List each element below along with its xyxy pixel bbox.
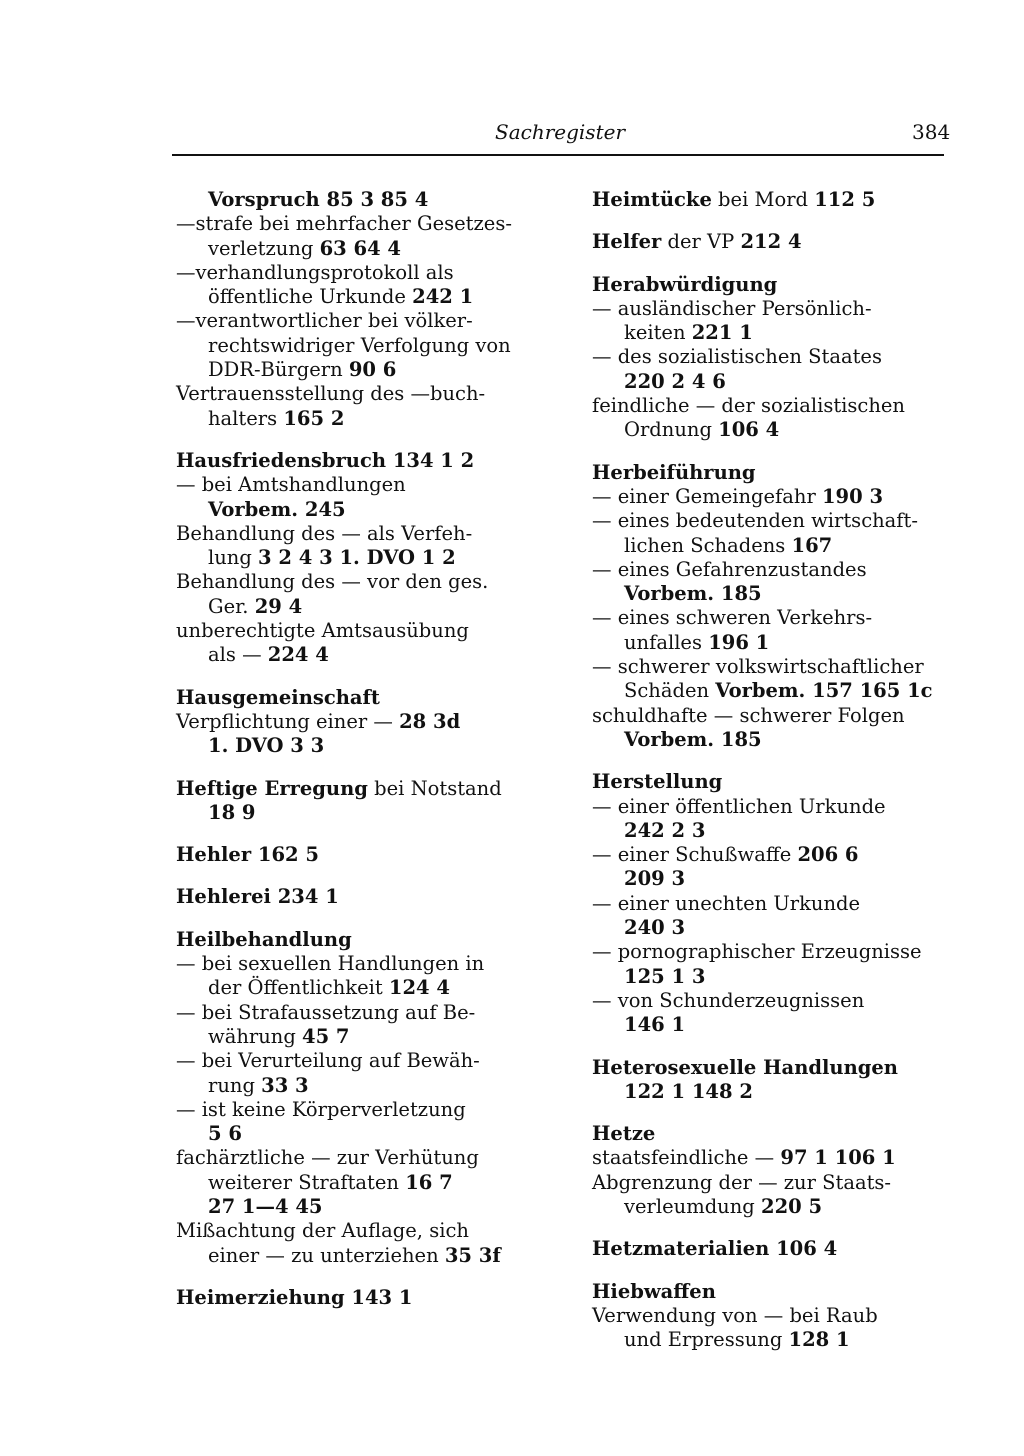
index-line <box>592 230 957 254</box>
index-text: — eines schweren Verkehrs- <box>592 606 873 630</box>
index-reference: 125 1 3 <box>624 964 706 988</box>
index-text: einer — zu unterziehen <box>208 1243 445 1267</box>
index-entry <box>176 449 548 668</box>
index-line <box>176 237 548 261</box>
index-line <box>592 558 957 582</box>
index-reference: Hausfriedensbruch 134 1 2 <box>176 448 475 472</box>
index-reference: 220 5 <box>761 1194 823 1218</box>
index-line <box>592 704 957 728</box>
index-line <box>592 795 957 819</box>
index-text: Schäden <box>624 679 716 703</box>
index-text: — ausländischer Persönlich- <box>592 296 872 320</box>
index-text: als — <box>208 643 268 667</box>
index-reference: 18 9 <box>208 800 256 824</box>
index-line <box>176 885 548 909</box>
index-line <box>176 334 548 358</box>
index-text: Vertrauensstellung des —buch- <box>176 382 486 406</box>
index-line <box>176 928 548 952</box>
index-text: feindliche — der sozialistischen <box>592 394 905 418</box>
index-text: lung <box>208 546 259 570</box>
index-entry <box>176 843 548 867</box>
index-reference: 167 <box>791 533 833 557</box>
index-line <box>592 965 957 989</box>
index-line <box>176 285 548 309</box>
index-reference: Vorbem. 245 <box>208 497 346 521</box>
index-line <box>176 1195 548 1219</box>
index-line <box>592 819 957 843</box>
index-line <box>176 686 548 710</box>
index-line <box>176 570 548 594</box>
index-reference: Heterosexuelle Handlungen <box>592 1055 898 1079</box>
index-line <box>592 273 957 297</box>
index-text: weiterer Straftaten <box>208 1170 406 1194</box>
index-text: währung <box>208 1024 302 1048</box>
index-line <box>176 777 548 801</box>
index-line <box>592 940 957 964</box>
index-text: — einer öffentlichen Urkunde <box>592 794 886 818</box>
index-line <box>592 582 957 606</box>
index-line <box>592 916 957 940</box>
index-text: halters <box>208 406 284 430</box>
index-reference: 212 4 <box>740 230 802 254</box>
index-line <box>592 631 957 655</box>
index-reference: Heimerziehung 143 1 <box>176 1285 413 1309</box>
index-text: Behandlung des — vor den ges. <box>176 570 489 594</box>
index-reference: Vorbem. 185 <box>624 727 762 751</box>
index-line <box>592 679 957 703</box>
index-line <box>592 1056 957 1080</box>
index-reference: 1. DVO 3 3 <box>208 734 325 758</box>
index-line <box>592 461 957 485</box>
index-text: der VP <box>661 230 741 254</box>
index-text: Abgrenzung der — zur Staats- <box>592 1170 892 1194</box>
index-entry <box>592 188 957 212</box>
index-line <box>592 509 957 533</box>
index-reference: Vorbem. 185 <box>624 582 762 606</box>
index-text: — bei sexuellen Handlungen in <box>176 952 485 976</box>
index-line <box>176 1098 548 1122</box>
index-line <box>592 728 957 752</box>
index-line <box>176 734 548 758</box>
index-line <box>176 1146 548 1170</box>
index-reference: 35 3f <box>444 1243 501 1267</box>
index-line <box>176 1244 548 1268</box>
index-reference: Herabwürdigung <box>592 272 778 296</box>
index-line <box>176 358 548 382</box>
header-rule <box>172 154 944 156</box>
index-text: lichen Schadens <box>624 533 792 557</box>
index-entry <box>176 928 548 1268</box>
index-line <box>176 1122 548 1146</box>
index-entry <box>176 777 548 826</box>
index-reference: 97 1 106 1 <box>780 1146 896 1170</box>
index-entry <box>592 461 957 753</box>
index-text: — ist keine Körperverletzung <box>176 1097 466 1121</box>
index-line <box>592 418 957 442</box>
index-line <box>176 382 548 406</box>
index-entry <box>592 1237 957 1261</box>
index-text: — eines bedeutenden wirtschaft- <box>592 509 918 533</box>
index-reference: Hehler 162 5 <box>176 843 319 867</box>
index-line <box>176 212 548 236</box>
index-reference: Vorspruch 85 3 85 4 <box>208 188 429 211</box>
index-reference: 206 6 <box>797 843 859 867</box>
index-reference: 221 1 <box>691 321 753 345</box>
index-reference: Heilbehandlung <box>176 927 352 951</box>
index-line <box>176 261 548 285</box>
index-reference: 209 3 <box>624 867 686 891</box>
index-entry <box>592 230 957 254</box>
index-text: rung <box>208 1073 262 1097</box>
index-line <box>176 619 548 643</box>
index-reference: 165 2 <box>283 406 345 430</box>
index-reference: Heftige Erregung <box>176 776 368 800</box>
index-column-left <box>176 188 548 1310</box>
index-text: DDR-Bürgern <box>208 358 349 382</box>
index-text: —verhandlungsprotokoll als <box>176 260 454 284</box>
index-line <box>176 498 548 522</box>
index-text: rechtswidriger Verfolgung von <box>208 333 511 357</box>
index-line <box>592 843 957 867</box>
index-reference: 242 2 3 <box>624 818 706 842</box>
index-text: Mißachtung der Auflage, sich <box>176 1219 469 1243</box>
index-line <box>592 770 957 794</box>
index-reference: Hausgemeinschaft <box>176 685 380 709</box>
index-text: Verpflichtung einer — <box>176 709 400 733</box>
index-reference: Helfer <box>592 230 662 254</box>
index-text: — einer Schußwaffe <box>592 843 798 867</box>
index-line <box>592 485 957 509</box>
index-text: unberechtigte Amtsausübung <box>176 619 469 643</box>
index-text: — eines Gefahrenzustandes <box>592 557 867 581</box>
index-line <box>176 407 548 431</box>
index-column-right <box>592 188 957 1352</box>
index-text: Verwendung von — bei Raub <box>592 1303 878 1327</box>
index-entry <box>176 885 548 909</box>
index-entry <box>176 1286 548 1310</box>
index-reference: 122 1 148 2 <box>624 1079 753 1103</box>
index-line <box>176 801 548 825</box>
index-line <box>592 867 957 891</box>
index-line <box>176 1219 548 1243</box>
index-line <box>176 309 548 333</box>
index-reference: 28 3d <box>399 709 461 733</box>
index-reference: Hetze <box>592 1122 656 1146</box>
index-reference: 196 1 <box>708 630 770 654</box>
index-entry <box>592 1056 957 1105</box>
index-reference: 106 4 <box>718 418 780 442</box>
index-reference: Hiebwaffen <box>592 1279 716 1303</box>
index-line <box>592 297 957 321</box>
index-text: — von Schunderzeugnissen <box>592 988 865 1012</box>
index-entry <box>176 686 548 759</box>
index-text: Ordnung <box>624 418 719 442</box>
index-text: staatsfeindliche — <box>592 1146 781 1170</box>
index-reference: 33 3 <box>261 1073 309 1097</box>
index-line <box>176 595 548 619</box>
index-line <box>592 394 957 418</box>
index-text: — bei Strafaussetzung auf Be- <box>176 1000 476 1024</box>
index-reference: 27 1—4 45 <box>208 1194 323 1218</box>
index-text: und Erpressung <box>624 1328 789 1352</box>
index-line <box>592 1237 957 1261</box>
index-text: verleumdung <box>624 1194 761 1218</box>
index-text: unfalles <box>624 630 709 654</box>
index-text: keiten <box>624 321 692 345</box>
index-line <box>592 1080 957 1104</box>
index-line <box>176 976 548 1000</box>
index-line <box>592 989 957 1013</box>
index-text: Ger. <box>208 594 255 618</box>
index-line <box>176 546 548 570</box>
index-line <box>176 449 548 473</box>
index-line <box>592 321 957 345</box>
index-line <box>176 1074 548 1098</box>
index-line <box>592 188 957 212</box>
index-line <box>176 188 548 212</box>
page-number: 384 <box>912 120 951 144</box>
index-reference: 45 7 <box>302 1024 350 1048</box>
index-reference: 146 1 <box>624 1013 686 1037</box>
index-text: schuldhafte — schwerer Folgen <box>592 703 905 727</box>
index-reference: 5 6 <box>208 1122 242 1146</box>
index-line <box>592 655 957 679</box>
index-text: — bei Verurteilung auf Bewäh- <box>176 1049 480 1073</box>
index-line <box>176 843 548 867</box>
index-line <box>176 1001 548 1025</box>
index-line <box>592 892 957 916</box>
index-reference: 63 64 4 <box>319 236 401 260</box>
index-text: öffentliche Urkunde <box>208 285 413 309</box>
index-text: fachärztliche — zur Verhütung <box>176 1146 479 1170</box>
index-reference: Hetzmaterialien 106 4 <box>592 1237 838 1261</box>
index-reference: 124 4 <box>388 976 450 1000</box>
index-line <box>176 1286 548 1310</box>
running-header-title: Sachregister <box>495 120 625 144</box>
index-reference: 128 1 <box>788 1328 850 1352</box>
index-reference: 3 2 4 3 1. DVO 1 2 <box>258 546 456 570</box>
index-line <box>592 1013 957 1037</box>
index-text: — des sozialistischen Staates <box>592 345 882 369</box>
index-line <box>592 1328 957 1352</box>
index-text: —strafe bei mehrfacher Gesetzes- <box>176 212 512 236</box>
index-line <box>592 606 957 630</box>
index-line <box>592 1171 957 1195</box>
index-line <box>592 1280 957 1304</box>
index-reference: 190 3 <box>821 484 884 508</box>
index-reference: 29 4 <box>254 594 303 618</box>
index-reference: 16 7 <box>405 1170 453 1194</box>
index-text: verletzung <box>208 236 320 260</box>
index-text: — bei Amtshandlungen <box>176 473 406 497</box>
index-line <box>592 345 957 369</box>
index-reference: Vorbem. 157 165 1c <box>715 679 933 703</box>
index-text: —verantwortlicher bei völker- <box>176 309 473 333</box>
index-reference: 220 2 4 6 <box>624 369 726 393</box>
index-entry <box>592 273 957 443</box>
index-line <box>176 710 548 734</box>
index-line <box>176 1049 548 1073</box>
index-text: — schwerer volkswirtschaftlicher <box>592 655 924 679</box>
index-line <box>176 1171 548 1195</box>
index-reference: 242 1 <box>412 285 474 309</box>
index-reference: 240 3 <box>624 916 686 940</box>
index-line <box>592 370 957 394</box>
index-entry <box>176 188 548 431</box>
index-line <box>592 1122 957 1146</box>
index-line <box>176 643 548 667</box>
index-reference: 90 6 <box>348 358 397 382</box>
index-entry <box>592 1280 957 1353</box>
index-text: — pornographischer Erzeugnisse <box>592 940 922 964</box>
index-text: Behandlung des — als Verfeh- <box>176 521 473 545</box>
index-line <box>592 1146 957 1170</box>
index-text: bei Notstand <box>367 776 502 800</box>
index-entry <box>592 770 957 1037</box>
index-line <box>592 1195 957 1219</box>
index-line <box>176 473 548 497</box>
index-reference: Heimtücke <box>592 188 712 211</box>
index-text: bei Mord <box>711 188 815 211</box>
index-reference: 224 4 <box>267 643 329 667</box>
index-text: — einer unechten Urkunde <box>592 891 861 915</box>
index-line <box>592 1304 957 1328</box>
index-reference: Herstellung <box>592 770 723 794</box>
index-line <box>176 952 548 976</box>
index-text: — einer Gemeingefahr <box>592 484 822 508</box>
index-line <box>592 534 957 558</box>
index-reference: Herbeiführung <box>592 460 756 484</box>
index-line <box>176 522 548 546</box>
index-line <box>176 1025 548 1049</box>
index-entry <box>592 1122 957 1219</box>
index-reference: Hehlerei 234 1 <box>176 885 339 909</box>
index-reference: 112 5 <box>814 188 876 211</box>
index-text: der Öffentlichkeit <box>208 976 389 1000</box>
